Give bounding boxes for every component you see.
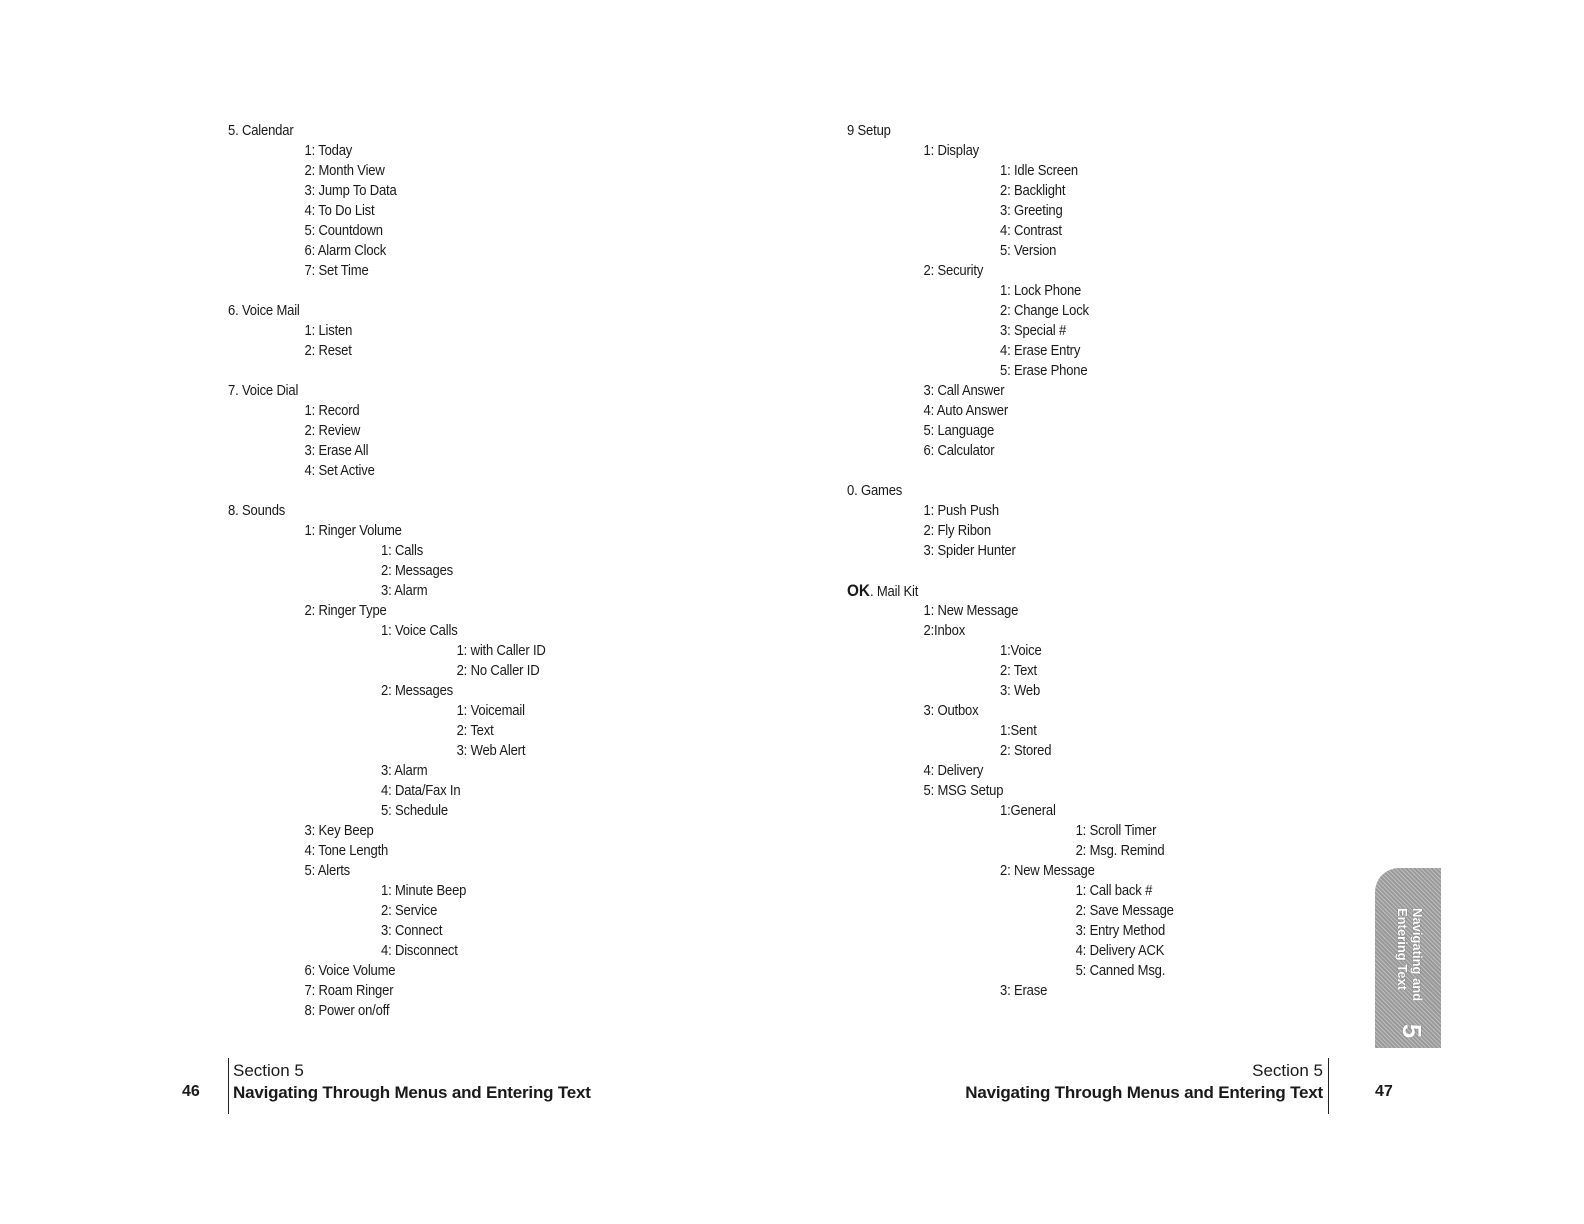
menu-item: [228, 541, 546, 561]
menu-item-text: 5: MSG Setup: [923, 783, 1004, 799]
menu-item-text: 7. Voice Dial: [228, 383, 299, 399]
side-tab-number: 5: [1397, 1023, 1428, 1039]
footer-title-left: Navigating Through Menus and Entering Text: [233, 1083, 591, 1102]
menu-item-text: 5: Alerts: [304, 863, 351, 879]
menu-item-text: 2: Change Lock: [1000, 303, 1089, 319]
menu-item: [228, 901, 546, 921]
menu-item: [228, 241, 546, 261]
menu-item-text: 5: Canned Msg.: [1075, 963, 1166, 979]
menu-item: [847, 941, 1174, 961]
menu-item: [228, 721, 546, 741]
menu-item: [228, 321, 546, 341]
menu-item-text: 6: Calculator: [923, 443, 995, 459]
menu-item-text: 5: Erase Phone: [1000, 363, 1088, 379]
menu-item: [228, 181, 546, 201]
menu-item-text: 7: Set Time: [304, 263, 369, 279]
menu-item-text: 5: Schedule: [381, 803, 448, 819]
menu-item: [228, 561, 546, 581]
menu-item-text: 2: Messages: [381, 563, 454, 579]
menu-item: [847, 781, 1174, 801]
menu-item-text: 5: Language: [923, 423, 995, 439]
menu-item-text: 2: Msg. Remind: [1075, 843, 1165, 859]
menu-item: [228, 941, 546, 961]
menu-item-text: 4: Auto Answer: [923, 403, 1009, 419]
menu-item: [228, 621, 546, 641]
menu-item: [847, 741, 1174, 761]
menu-item-text: 3: Web: [1000, 683, 1041, 699]
menu-item-text: 1: Minute Beep: [381, 883, 467, 899]
menu-item: [228, 161, 546, 181]
menu-item: [228, 401, 546, 421]
menu-item: [847, 601, 1174, 621]
menu-item-text: 3: Special #: [1000, 323, 1067, 339]
chapter-side-tab: [1375, 868, 1441, 1048]
menu-item-text: 1:Voice: [1000, 643, 1042, 659]
menu-item-text: 2: Service: [381, 903, 438, 919]
menu-item: [847, 521, 1174, 541]
menu-item: [228, 681, 546, 701]
footer-left: [228, 1058, 591, 1114]
menu-item: [228, 581, 546, 601]
menu-item: [228, 141, 546, 161]
menu-heading: [228, 381, 546, 401]
menu-item: [847, 641, 1174, 661]
menu-heading: [847, 581, 1174, 601]
menu-item: [847, 761, 1174, 781]
menu-heading: [228, 501, 546, 521]
menu-item: [847, 141, 1174, 161]
menu-item: [847, 721, 1174, 741]
right-menu-column: [847, 121, 1210, 1001]
menu-item: [228, 421, 546, 441]
menu-item: [228, 841, 546, 861]
menu-item: [228, 661, 546, 681]
menu-item-text: 8. Sounds: [228, 503, 286, 519]
menu-item: [847, 981, 1174, 1001]
menu-item-text: 3: Web Alert: [456, 743, 526, 759]
menu-item: [228, 781, 546, 801]
menu-item: [847, 921, 1174, 941]
menu-item: [228, 201, 546, 221]
menu-item-text: 2: Month View: [304, 163, 385, 179]
menu-item: [847, 361, 1174, 381]
menu-item-text: 2:Inbox: [923, 623, 966, 639]
section-label-left: Section 5: [233, 1061, 304, 1080]
menu-item-text: 3: Spider Hunter: [923, 543, 1016, 559]
side-tab-label: [1395, 908, 1425, 1004]
page-number-right: 47: [1375, 1083, 1393, 1100]
menu-item-text: 5: Countdown: [304, 223, 383, 239]
menu-item: [847, 261, 1174, 281]
menu-item-text: 2: Security: [923, 263, 984, 279]
menu-item: [228, 701, 546, 721]
menu-item: [847, 701, 1174, 721]
menu-item-text: 2: Save Message: [1075, 903, 1174, 919]
menu-item: [847, 301, 1174, 321]
menu-item-text: 4: Contrast: [1000, 223, 1062, 239]
menu-spacer: [228, 281, 581, 301]
menu-heading: [228, 121, 546, 141]
menu-item-text: 1: Idle Screen: [1000, 163, 1079, 179]
menu-item-text: 1: with Caller ID: [456, 643, 546, 659]
menu-item-text: 1: Call back #: [1075, 883, 1153, 899]
menu-item: [228, 641, 546, 661]
menu-item-text: 3: Jump To Data: [304, 183, 397, 199]
menu-spacer: [847, 461, 1210, 481]
menu-item: [228, 261, 546, 281]
menu-item-text: 4: Delivery ACK: [1075, 943, 1165, 959]
menu-item: [847, 201, 1174, 221]
menu-item: [228, 761, 546, 781]
menu-item-text: . Mail Kit: [869, 584, 919, 600]
menu-item-text: 3: Key Beep: [304, 823, 374, 839]
menu-item: [228, 521, 546, 541]
menu-item-text: 4: Data/Fax In: [381, 783, 461, 799]
menu-spacer: [228, 481, 581, 501]
menu-item: [847, 341, 1174, 361]
menu-item: [847, 821, 1174, 841]
menu-item-text: 1: Display: [923, 143, 980, 159]
menu-item-text: 4: Erase Entry: [1000, 343, 1081, 359]
menu-item: [847, 541, 1174, 561]
menu-item: [228, 441, 546, 461]
menu-spacer: [228, 361, 581, 381]
menu-item-text: 5. Calendar: [228, 123, 294, 139]
section-label-right: Section 5: [1252, 1061, 1323, 1080]
menu-item: [228, 981, 546, 1001]
menu-item-text: 2: Ringer Type: [304, 603, 387, 619]
menu-item-text: 2: Reset: [304, 343, 352, 359]
menu-item-text: 3: Erase: [1000, 983, 1048, 999]
menu-item-text: 3: Entry Method: [1075, 923, 1166, 939]
menu-item-text: 2: No Caller ID: [456, 663, 540, 679]
menu-item-text: 3: Erase All: [304, 443, 369, 459]
menu-item-text: 1: Record: [304, 403, 360, 419]
side-tab-line-1: Navigating and: [1410, 908, 1425, 1002]
menu-item-text: 6. Voice Mail: [228, 303, 300, 319]
menu-item-text: 1: Ringer Volume: [304, 523, 402, 539]
menu-item: [847, 881, 1174, 901]
menu-item-text: 9 Setup: [847, 123, 891, 139]
menu-item: [847, 801, 1174, 821]
menu-item: [847, 681, 1174, 701]
menu-item-text: 4: Set Active: [304, 463, 375, 479]
menu-item-text: 1: Voice Calls: [381, 623, 458, 639]
page-number-left: 46: [182, 1083, 200, 1100]
menu-item: [228, 741, 546, 761]
menu-item: [228, 601, 546, 621]
menu-item-text: 2: New Message: [1000, 863, 1095, 879]
menu-item-text: 4: Delivery: [923, 763, 984, 779]
menu-spacer: [847, 561, 1210, 581]
menu-item: [847, 161, 1174, 181]
menu-heading: [847, 481, 1174, 501]
menu-item: [847, 901, 1174, 921]
menu-item-text: 0. Games: [847, 483, 903, 499]
menu-item-text: 2: Review: [304, 423, 361, 439]
menu-item: [847, 181, 1174, 201]
menu-item-text: 3: Call Answer: [923, 383, 1005, 399]
menu-item: [847, 401, 1174, 421]
menu-item-text: 2: Fly Ribon: [923, 523, 991, 539]
menu-item-text: 1: Lock Phone: [1000, 283, 1082, 299]
menu-item: [847, 381, 1174, 401]
menu-item-text: 3: Alarm: [381, 763, 428, 779]
menu-heading: [847, 121, 1174, 141]
menu-item: [847, 241, 1174, 261]
menu-item-text: 2: Messages: [381, 683, 454, 699]
menu-item-text: 7: Roam Ringer: [304, 983, 394, 999]
menu-item: [847, 861, 1174, 881]
menu-item-text: 4: Tone Length: [304, 843, 389, 859]
menu-item-text: 1: Scroll Timer: [1075, 823, 1157, 839]
footer-title-right: Navigating Through Menus and Entering Text: [965, 1083, 1323, 1102]
menu-item-text: 3: Connect: [381, 923, 443, 939]
menu-item-text: 1:General: [1000, 803, 1056, 819]
menu-item-text: 4: Disconnect: [381, 943, 458, 959]
menu-item: [228, 461, 546, 481]
menu-item: [847, 221, 1174, 241]
menu-item: [228, 1001, 546, 1021]
menu-item: [847, 961, 1174, 981]
left-menu-column: [228, 121, 581, 1021]
menu-item-text: 2: Stored: [1000, 743, 1052, 759]
menu-item-text: 6: Voice Volume: [304, 963, 396, 979]
menu-item: [228, 341, 546, 361]
menu-item-text: 1: Push Push: [923, 503, 999, 519]
menu-item-text: 2: Text: [1000, 663, 1037, 679]
menu-item-text: 2: Text: [456, 723, 494, 739]
menu-item-text: 3: Alarm: [381, 583, 428, 599]
menu-item: [228, 921, 546, 941]
menu-item: [847, 841, 1174, 861]
menu-item-text: 6: Alarm Clock: [304, 243, 387, 259]
menu-item-text: 1: Calls: [381, 543, 424, 559]
menu-item-text: 4: To Do List: [304, 203, 375, 219]
menu-item: [847, 661, 1174, 681]
menu-item-text: 1: Voicemail: [456, 703, 525, 719]
menu-item-text: 3: Greeting: [1000, 203, 1063, 219]
menu-item: [228, 221, 546, 241]
menu-item-text: 1: Listen: [304, 323, 353, 339]
menu-item: [847, 441, 1174, 461]
menu-item: [847, 621, 1174, 641]
menu-item-text: 3: Outbox: [923, 703, 979, 719]
menu-item: [228, 881, 546, 901]
menu-item-text: 5: Version: [1000, 243, 1057, 259]
menu-item: [847, 421, 1174, 441]
menu-item-text: 2: Backlight: [1000, 183, 1066, 199]
menu-item: [847, 321, 1174, 341]
side-tab-line-2: Entering Text: [1395, 908, 1410, 991]
menu-item: [228, 961, 546, 981]
menu-item: [847, 281, 1174, 301]
menu-item: [847, 501, 1174, 521]
menu-item: [228, 861, 546, 881]
menu-heading: [228, 301, 546, 321]
menu-item-text: 1:Sent: [1000, 723, 1037, 739]
menu-item-text: 1: New Message: [923, 603, 1019, 619]
menu-item-text: 8: Power on/off: [304, 1003, 390, 1019]
menu-item-text: 1: Today: [304, 143, 353, 159]
menu-item: [228, 821, 546, 841]
menu-item: [228, 801, 546, 821]
footer-right: [965, 1058, 1329, 1114]
ok-key-label: OK: [847, 581, 870, 600]
